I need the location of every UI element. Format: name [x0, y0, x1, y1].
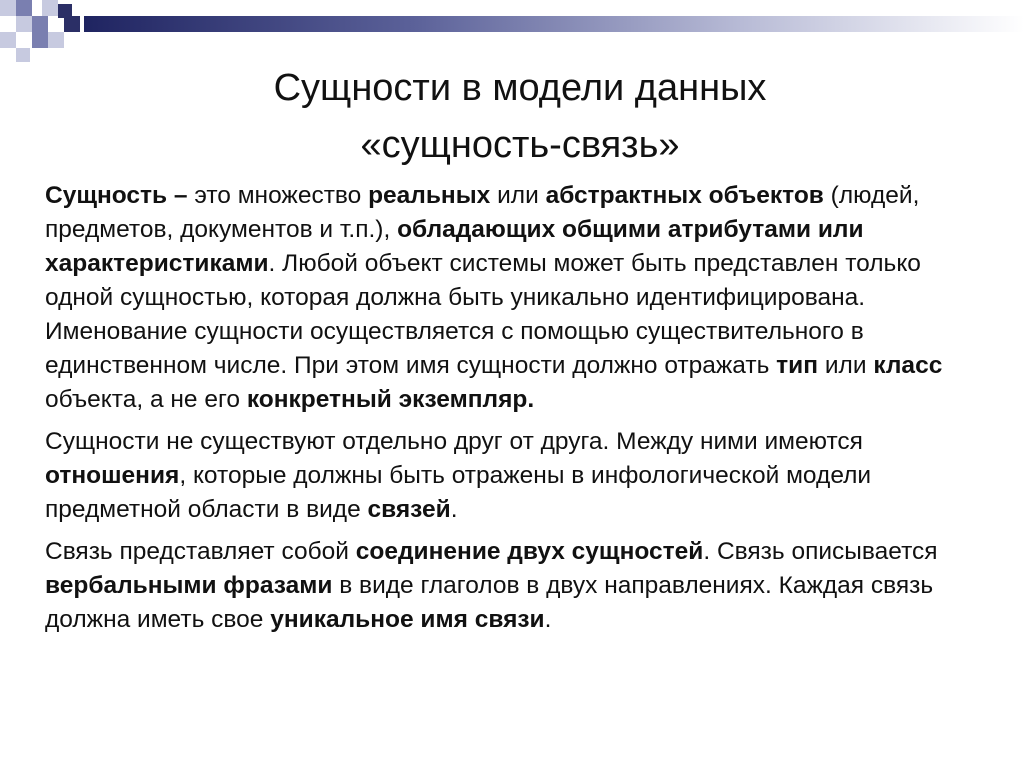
- bold-text-run: отношения: [45, 462, 180, 489]
- bold-text-run: вербальными фразами: [45, 572, 333, 599]
- header-gradient-bar: [84, 16, 1024, 32]
- bold-text-run: уникальное имя связи: [270, 606, 545, 633]
- bold-text-run: тип: [776, 352, 819, 379]
- slide-title-line-1: Сущности в модели данных: [273, 67, 767, 109]
- text-run: , которые должны быть отражены в инфологической модели предметной области в виде: [45, 462, 872, 523]
- bold-text-run: конкретный экземпляр.: [246, 386, 535, 413]
- bold-text-run: Сущность –: [45, 182, 195, 209]
- text-run: . Любой объект системы может быть представлен только одной сущностью, которая должна быть уникально идентифицирована. Именование сущности осуществляется с помощью существительного в единственном числе. При этом имя сущности должно отражать: [45, 250, 921, 379]
- text-run: Связь представляет собой: [45, 538, 356, 565]
- slide-title-line-2: «сущность-связь»: [360, 124, 680, 166]
- bold-text-run: класс: [873, 352, 943, 379]
- bold-text-run: связей: [367, 496, 451, 523]
- text-run: объекта, а не его: [45, 386, 247, 413]
- text-run: или: [818, 352, 874, 379]
- text-run: в виде глаголов в двух направлениях. Каждая связь должна иметь свое: [45, 572, 934, 633]
- bold-text-run: соединение двух сущностей: [355, 538, 704, 565]
- bold-text-run: обладающих общими атрибутами или характеристиками: [45, 216, 864, 277]
- text-run: . Связь описывается: [703, 538, 938, 565]
- text-run: (людей, предметов, документов и т.п.),: [45, 182, 920, 243]
- text-run: .: [544, 606, 552, 633]
- bold-text-run: абстрактных объектов: [545, 182, 824, 209]
- text-run: .: [450, 496, 458, 523]
- body-paragraph: [45, 425, 995, 527]
- body-paragraph: [45, 179, 995, 417]
- body-paragraph: [45, 535, 995, 637]
- text-run: Сущности не существуют отдельно друг от друга. Между ними имеются: [45, 428, 863, 455]
- bold-text-run: реальных: [368, 182, 491, 209]
- text-run: или: [490, 182, 546, 209]
- text-run: это множество: [194, 182, 369, 209]
- slide-title: [130, 60, 910, 174]
- slide-body: [45, 179, 995, 645]
